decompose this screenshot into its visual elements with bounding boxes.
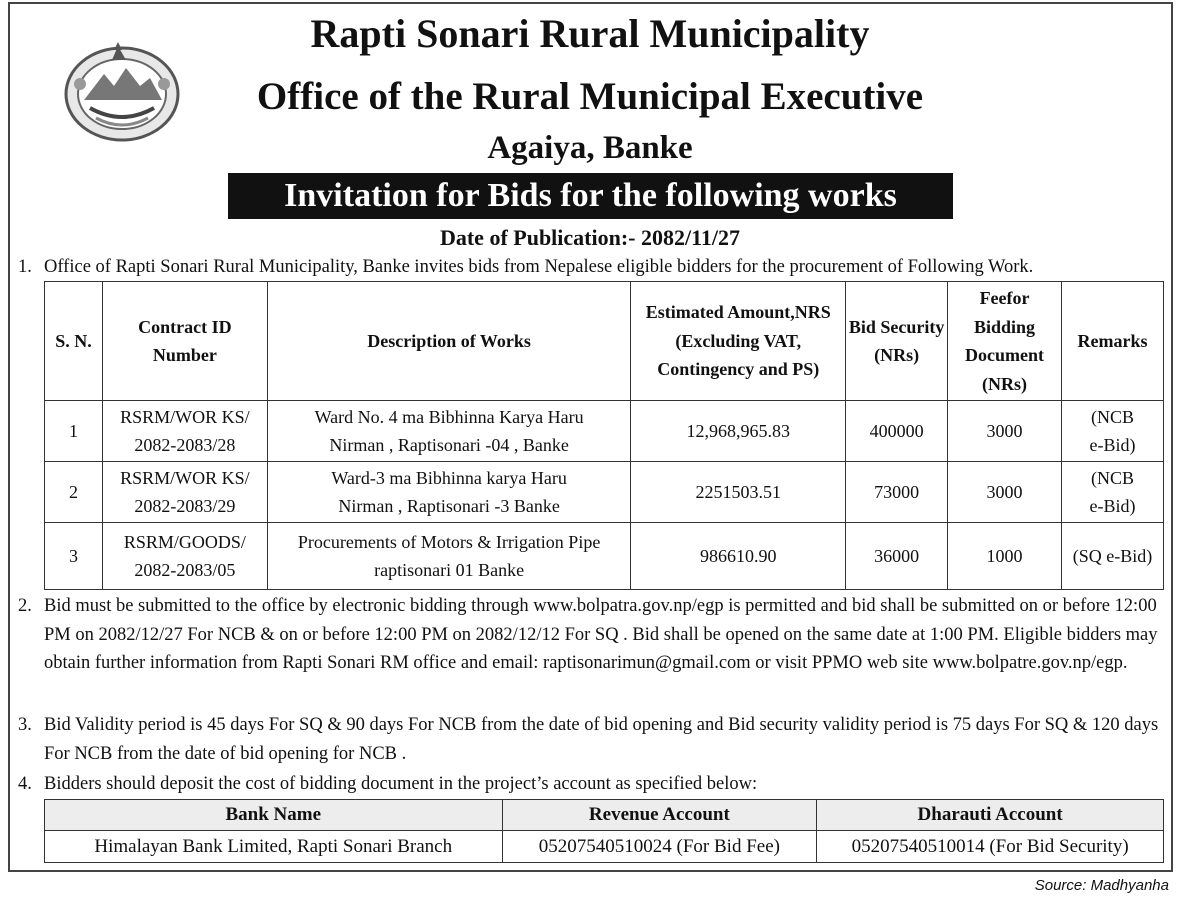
estimated-amount: 986610.90 bbox=[631, 523, 846, 590]
serial-number: 3 bbox=[45, 523, 103, 590]
point-number: 3. bbox=[18, 715, 32, 735]
contract-id-line: RSRM/WOR KS/ bbox=[120, 407, 250, 427]
point-number: 2. bbox=[18, 596, 32, 616]
column-header: Contract ID Number bbox=[102, 282, 267, 401]
table-row bbox=[45, 401, 1164, 462]
contract-id bbox=[102, 523, 267, 590]
revenue-account: 05207540510024 (For Bid Fee) bbox=[502, 831, 817, 863]
table-row bbox=[45, 523, 1164, 590]
work-description bbox=[267, 523, 631, 590]
contract-id-line: 2082-2083/05 bbox=[134, 560, 236, 580]
table-header-row bbox=[45, 282, 1164, 401]
contract-id-line: 2082-2083/29 bbox=[134, 496, 236, 516]
remarks bbox=[1062, 401, 1164, 462]
estimated-amount: 12,968,965.83 bbox=[631, 401, 846, 462]
remarks-line: e-Bid) bbox=[1089, 435, 1136, 455]
municipality-title: Rapti Sonari Rural Municipality bbox=[310, 11, 870, 56]
serial-number: 2 bbox=[45, 462, 103, 523]
remarks bbox=[1062, 523, 1164, 590]
contract-id-line: RSRM/GOODS/ bbox=[123, 532, 246, 552]
remarks-line: (NCB bbox=[1091, 407, 1135, 427]
description-line: Nirman , Raptisonari -04 , Banke bbox=[329, 435, 569, 455]
location-title: Agaiya, Banke bbox=[487, 130, 693, 166]
table-row bbox=[45, 462, 1164, 523]
column-header: Remarks bbox=[1062, 282, 1164, 401]
bid-security: 400000 bbox=[846, 401, 948, 462]
description-line: Ward-3 ma Bibhinna karya Haru bbox=[331, 468, 567, 488]
column-header: Bid Security (NRs) bbox=[846, 282, 948, 401]
document-fee: 3000 bbox=[948, 462, 1062, 523]
point-2 bbox=[18, 592, 1168, 678]
point-4 bbox=[18, 770, 1168, 799]
remarks-line: (NCB bbox=[1091, 468, 1135, 488]
contract-id-line: 2082-2083/28 bbox=[134, 435, 236, 455]
serial-number: 1 bbox=[45, 401, 103, 462]
works-table bbox=[44, 281, 1164, 590]
estimated-amount: 2251503.51 bbox=[631, 462, 846, 523]
contract-id bbox=[102, 401, 267, 462]
column-header: Feefor Bidding Document (NRs) bbox=[948, 282, 1062, 401]
column-header: Estimated Amount,NRS (Excluding VAT, Contingency and PS) bbox=[631, 282, 846, 401]
column-header: S. N. bbox=[45, 282, 103, 401]
work-description bbox=[267, 462, 631, 523]
point-number: 4. bbox=[18, 774, 32, 794]
work-description bbox=[267, 401, 631, 462]
column-header: Dharauti Account bbox=[817, 800, 1164, 831]
description-line: Procurements of Motors & Irrigation Pipe bbox=[297, 532, 601, 552]
document-fee: 1000 bbox=[948, 523, 1062, 590]
nepal-government-emblem-icon bbox=[60, 38, 184, 144]
publication-date: Date of Publication:- 2082/11/27 bbox=[439, 225, 741, 250]
point-1 bbox=[18, 253, 1168, 282]
column-header: Description of Works bbox=[267, 282, 631, 401]
column-header: Bank Name bbox=[45, 800, 503, 831]
point-number: 1. bbox=[18, 257, 32, 277]
column-header: Revenue Account bbox=[502, 800, 817, 831]
bid-security: 36000 bbox=[846, 523, 948, 590]
contract-id bbox=[102, 462, 267, 523]
point-text: Bid must be submitted to the office by electronic bidding through www.bolpatra.gov.np/egp is permitted and bid shall be submitted on or before 12:00 PM on 2082/12/27 For NCB & on or before 12:00 PM on 2082/12/12 For SQ . Bid shall be opened on the same date at 1:00 PM. Eligible bidders may obtain further information from Rapti Sonari RM office and email: raptisonarimun@gmail.com or visit PPMO web site www.bolpatre.gov.np/egp. bbox=[44, 596, 1158, 673]
point-text: Bid Validity period is 45 days For SQ & 90 days For NCB from the date of bid opening and Bid security validity period is 75 days For SQ & 120 days For NCB from the date of bid opening for NCB . bbox=[44, 715, 1159, 764]
dharauti-account: 05207540510014 (For Bid Security) bbox=[817, 831, 1164, 863]
office-title: Office of the Rural Municipal Executive bbox=[256, 75, 924, 118]
remarks bbox=[1062, 462, 1164, 523]
point-text: Office of Rapti Sonari Rural Municipality, Banke invites bids from Nepalese eligible bidders for the procurement of Following Work. bbox=[44, 257, 1034, 277]
point-3 bbox=[18, 711, 1168, 768]
description-line: raptisonari 01 Banke bbox=[374, 560, 525, 580]
source-credit: Source: Madhyanha bbox=[1034, 877, 1169, 894]
table-header-row bbox=[45, 800, 1164, 831]
table-row bbox=[45, 831, 1164, 863]
remarks-line: (SQ e-Bid) bbox=[1072, 546, 1153, 566]
description-line: Ward No. 4 ma Bibhinna Karya Haru bbox=[314, 407, 584, 427]
description-line: Nirman , Raptisonari -3 Banke bbox=[338, 496, 560, 516]
point-text: Bidders should deposit the cost of bidding document in the project’s account as specified below: bbox=[44, 774, 758, 794]
invitation-banner: Invitation for Bids for the following works bbox=[228, 173, 953, 219]
contract-id-line: RSRM/WOR KS/ bbox=[120, 468, 250, 488]
bank-name: Himalayan Bank Limited, Rapti Sonari Branch bbox=[45, 831, 503, 863]
document-fee: 3000 bbox=[948, 401, 1062, 462]
bank-account-table bbox=[44, 799, 1164, 863]
remarks-line: e-Bid) bbox=[1089, 496, 1136, 516]
bid-security: 73000 bbox=[846, 462, 948, 523]
